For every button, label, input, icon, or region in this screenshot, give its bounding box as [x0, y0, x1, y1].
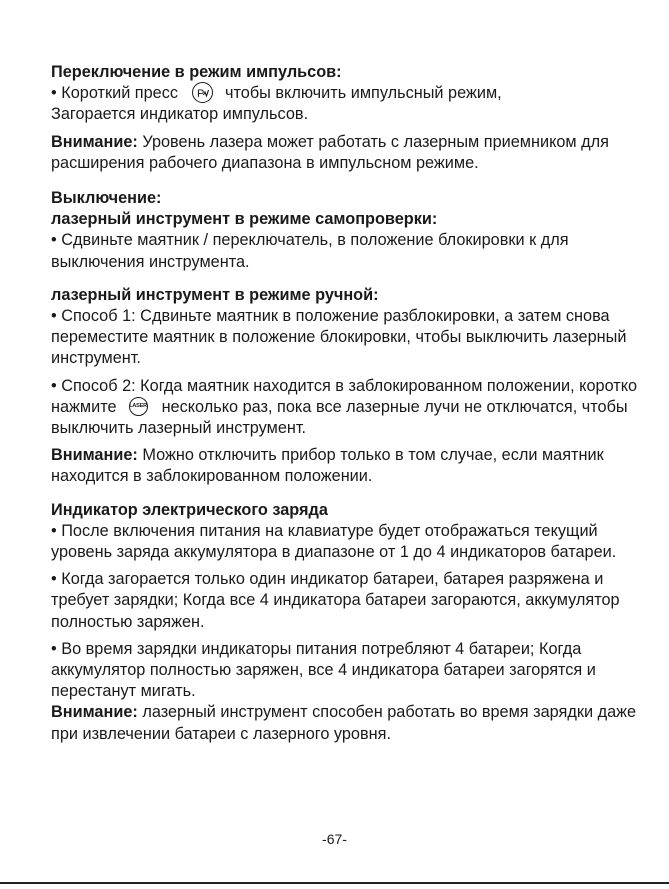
- bottom-divider: [0, 882, 669, 884]
- manual-mode-heading: лазерный инструмент в режиме ручной:: [51, 285, 379, 304]
- charge-indicator-section: [51, 500, 641, 745]
- self-check-heading: лазерный инструмент в режиме самопроверки:: [51, 210, 438, 229]
- shutdown-attention-note: [51, 445, 641, 487]
- laser-button-icon: LASER: [129, 397, 148, 416]
- self-check-text: • Сдвиньте маятник / переключатель, в положение блокировки к для выключения инструмента.: [51, 231, 569, 271]
- charge-attention-note: [51, 702, 641, 744]
- method-2-post: несколько раз, пока все лазерные лучи не отключатся, чтобы выключить лазерный инструмент.: [51, 397, 628, 438]
- pulse-instruction-pre: • Короткий пресс: [51, 84, 179, 103]
- attention-text: Уровень лазера может работать с лазерным приемником для расширения рабочего диапазона в импульсном режиме.: [51, 132, 609, 172]
- attention-text: Можно отключить прибор только в том случае, если маятник находится в заблокированном положении.: [51, 446, 604, 486]
- shutdown-heading: Выключение:: [51, 189, 162, 208]
- charge-indicator-heading: Индикатор электрического заряда: [51, 500, 328, 519]
- manual-page: [51, 62, 641, 745]
- attention-label: Внимание:: [51, 703, 138, 722]
- method-2-pre: • Способ 2: Когда маятник находится в заблокированном положении, коротко нажмите: [51, 376, 638, 416]
- attention-text: лазерный инструмент способен работать во время зарядки даже при извлечении батареи с лазерного уровня.: [51, 703, 637, 743]
- pulse-instruction-post: чтобы включить импульсный режим,: [225, 84, 502, 103]
- pulse-mode-section: [51, 62, 641, 174]
- method-2-text: [51, 376, 641, 440]
- attention-label: Внимание:: [51, 446, 138, 465]
- pulse-indicator-text: Загорается индикатор импульсов.: [51, 105, 309, 124]
- charge-paragraph-2: • Когда загорается только один индикатор батареи, батарея разряжена и требует зарядки; Когда все 4 индикатора батареи загораются, аккумулятор полностью заряжен.: [51, 570, 620, 631]
- page-number: -67-: [322, 831, 347, 847]
- pulse-mode-icon: [192, 82, 213, 103]
- pulse-mode-instruction: [51, 83, 641, 104]
- pulse-attention-note: [51, 132, 641, 174]
- method-1-text: • Способ 1: Сдвиньте маятник в положение разблокировки, а затем снова переместите маятник в положение блокировки, чтобы выключить лазерный инструмент.: [51, 307, 627, 368]
- shutdown-section: [51, 188, 641, 488]
- charge-paragraph-3: • Во время зарядки индикаторы питания потребляют 4 батареи; Когда аккумулятор полностью заряжен, все 4 индикатора батареи загорятся и перестанут мигать.: [51, 639, 596, 701]
- svg-text:P: P: [196, 87, 204, 100]
- attention-label: Внимание:: [51, 132, 138, 151]
- charge-paragraph-1: • После включения питания на клавиатуре будет отображаться текущий уровень заряда аккумулятора в диапазоне от 1 до 4 индикаторов батареи.: [51, 521, 617, 562]
- pulse-mode-heading: Переключение в режим импульсов:: [51, 63, 342, 81]
